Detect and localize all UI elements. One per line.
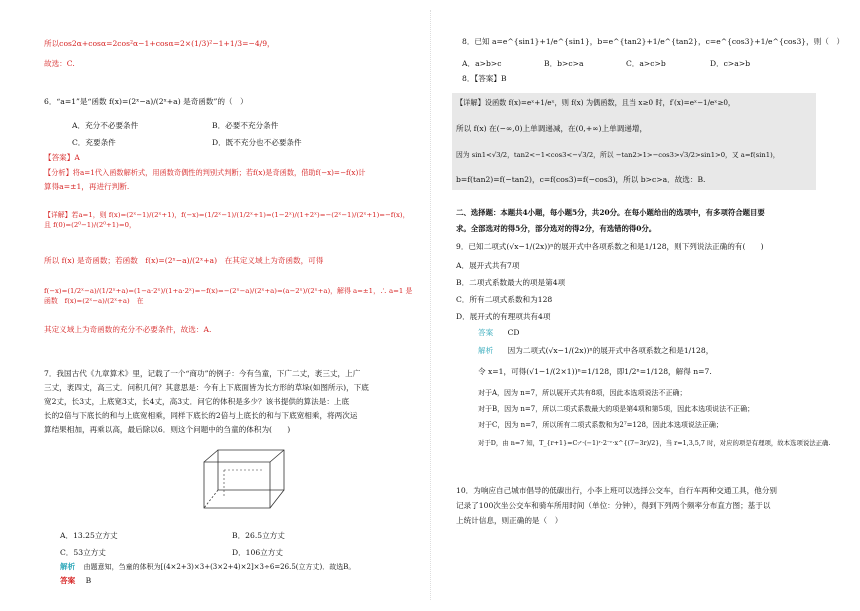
q9-analysis-line1: 因为二项式(√x−1/(2x))ⁿ的展开式中各项系数之和是1/128， [507, 346, 714, 355]
q9-answer-label: 答案 [478, 328, 494, 337]
q9-analysis-line4: 对于B，因为 n=7，所以二项式系数最大的项是第4项和第5项，因此本选项说法不正确； [478, 405, 755, 413]
q8-detail-line2: 所以 f(x) 在(−∞,0)上单调递减，在(0,+∞)上单调递增， [456, 124, 648, 133]
q8-answer: 8．【答案】B [462, 74, 507, 83]
q6-analysis-line2: 算得a=±1，再进行判断. [44, 182, 130, 191]
q7-answer-label: 答案 [60, 576, 76, 585]
q9-analysis-line6: 对于D，由 n=7 知，T_{r+1}=C₇ʳ·(−1)ʳ·2⁻ʳ·x^{(7−3r)/2}，当 r=1,3,5,7 时，对应的项是有理项，故本选项说法正确. [478, 439, 831, 447]
section2-heading-line2: 求。全部选对的得5分，部分选对的得2分，有选错的得0分。 [456, 224, 657, 233]
q6-option-d: D．既不充分也不必要条件 [212, 138, 302, 147]
q7-answer: B [85, 576, 92, 585]
frustum-figure [202, 440, 292, 516]
q8-detail-line3: 因为 sin1<√3/2，tan2<−1<cos3<−√3/2，所以 −tan2>1>−cos3>√3/2>sin1>0，又 a=f(sin1)， [456, 151, 780, 159]
q9-analysis-label: 解析 [478, 346, 494, 355]
q6-answer: 【答案】A [44, 153, 80, 162]
q9-option-b: B．二项式系数最大的项是第4项 [456, 278, 566, 287]
q9-analysis-line5: 对于C，因为 n=7，所以所有二项式系数和为2⁷=128，因此本选项说法正确； [478, 421, 723, 429]
q10-line3: 上统计信息，则正确的是（ ） [456, 516, 563, 525]
q9-option-a: A．展开式共有7项 [456, 261, 520, 270]
q7-line1: 7．我国古代《九章算术》里，记载了一个“商功”的例子：今有刍童，下广二丈，袤三丈，上广 [44, 369, 361, 378]
q7-line2: 三丈，袤四丈，高三丈．问积几何？其意思是：今有上下底面皆为长方形的草垛(如图所示)，下底 [44, 383, 369, 392]
q7-analysis: 由题意知，刍童的体积为[(4×2+3)×3+(3×2+4)×2]×3÷6=26.5(立方丈)．故选B。 [83, 563, 356, 571]
q10-line1: 10．为响应自己城市倡导的低碳出行，小李上班可以选择公交车，自行车两种交通工具，他分别 [456, 486, 778, 495]
q7-option-c: C．53立方丈 [60, 548, 106, 557]
q8-detail-line4: b=f(tan2)=f(−tan2)，c=f(cos3)=f(−cos3)，所以 b>c>a．故选：B. [456, 175, 706, 184]
q9-analysis-line2: 令 x=1，可得(√1−1/(2×1))ⁿ=1/128，即1/2ⁿ=1/128，解得 n=7. [478, 367, 712, 376]
q6-detail-line3: f(−x)=(1/2ˣ−a)/(1/2ˣ+a)=(1−a·2ˣ)/(1+a·2ˣ)=−f(x)=−(2ˣ−a)/(2ˣ+a)=(a−2ˣ)/(2ˣ+a)，解得 a=±1，∴ a=1 是函数 f(x)=(2ˣ−a)/(2ˣ+a) 在 [44, 287, 413, 305]
q7-option-a: A．13.25立方丈 [60, 531, 118, 540]
q7-line5: 算结果相加，再乘以高，最后除以6．则这个问题中的刍童的体积为( ) [44, 425, 291, 434]
q6-analysis-line1: 【分析】将a=1代入函数解析式，用函数奇偶性的判别式判断；若f(x)是奇函数，借助f(−x)=−f(x)计 [44, 168, 366, 177]
q6-detail-line2: 所以 f(x) 是奇函数；若函数 f(x)=(2ˣ−a)/(2ˣ+a) 在其定义域上为奇函数，可得 [44, 256, 324, 265]
q9-stem: 9．已知二项式(√x−1/(2x))ⁿ的展开式中各项系数之和是1/128，则下列说法正确的有( ) [456, 242, 764, 251]
q8-option-d: D．c>a>b [710, 59, 751, 68]
q5-answer: 故选：C. [44, 59, 75, 68]
q5-solution-line: 所以cos2α+cosα=2cos²α−1+cosα=2×(1/3)²−1+1/3=−4/9， [44, 39, 275, 48]
q10-line2: 记录了100次坐公交车和骑车所用时间（单位：分钟），得到下列两个频率分布直方图；基于以 [456, 501, 771, 510]
q6-detail-line4: 其定义域上为奇函数的充分不必要条件，故选：A. [44, 325, 212, 334]
q7-analysis-label: 解析 [60, 562, 76, 571]
q9-option-d: D．展开式的有理项共有4项 [456, 312, 551, 321]
q7-option-b: B．26.5立方丈 [232, 531, 285, 540]
q6-option-a: A．充分不必要条件 [72, 121, 139, 130]
q7-line3: 宽2丈，长3丈，上底宽3丈，长4丈，高3丈．问它的体积是多少？该书提供的算法是：上底 [44, 397, 350, 406]
q6-detail-line1: 【详解】若a=1，则 f(x)=(2ˣ−1)/(2ˣ+1)，f(−x)=(1/2ˣ−1)/(1/2ˣ+1)=(1−2ˣ)/(1+2ˣ)=−(2ˣ−1)/(2ˣ+1)=−f(x)，且 f(0)=(2⁰−1)/(2⁰+1)=0， [44, 211, 410, 229]
q8-option-a: A．a>b>c [462, 59, 502, 68]
q9-answer: CD [507, 328, 520, 337]
q7-option-d: D．106立方丈 [232, 548, 283, 557]
q7-line4: 长的2倍与下底长的和与上底宽相乘，同样下底长的2倍与上底长的和与下底宽相乘，将两次运 [44, 411, 358, 420]
q8-option-c: C．a>c>b [626, 59, 666, 68]
section2-heading-line1: 二、选择题：本题共4小题，每小题5分，共20分。在每小题给出的选项中，有多项符合题目要 [456, 208, 765, 217]
column-divider [430, 10, 431, 600]
q9-option-c: C．所有二项式系数和为128 [456, 295, 553, 304]
q6-option-b: B．必要不充分条件 [212, 121, 279, 130]
q6-stem: 6．“a=1”是“函数 f(x)=(2ˣ−a)/(2ˣ+a) 是奇函数”的（ ） [44, 97, 248, 106]
q8-detail-line1: 【详解】设函数 f(x)=eˣ+1/eˣ，则 f(x) 为偶函数，且当 x≥0 时，f′(x)=eˣ−1/eˣ≥0， [456, 98, 736, 107]
q9-analysis-line3: 对于A，因为 n=7，所以展开式共有8项，因此本选项说法不正确； [478, 389, 687, 397]
q8-stem: 8．已知 a=e^{sin1}+1/e^{sin1}，b=e^{tan2}+1/e^{tan2}，c=e^{cos3}+1/e^{cos3}，则（ ） [462, 37, 845, 46]
q8-option-b: B．b>c>a [544, 59, 584, 68]
q6-option-c: C．充要条件 [72, 138, 116, 147]
